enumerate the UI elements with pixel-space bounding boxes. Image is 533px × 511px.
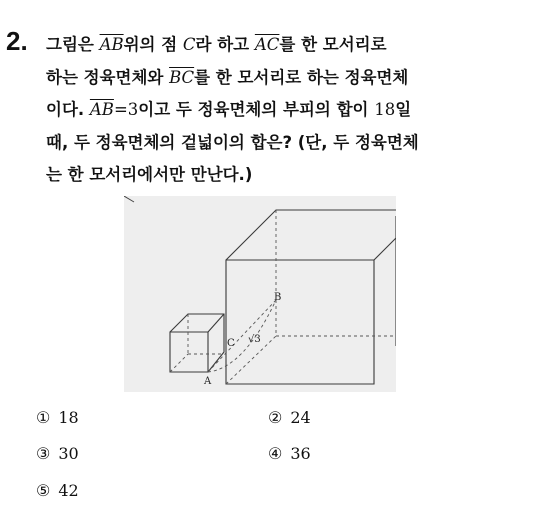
choice-2-value: 24 [290, 408, 311, 427]
choice-4-mark: ④ [268, 444, 283, 463]
choice-2-mark: ② [268, 408, 283, 427]
segment-AB-line [208, 300, 276, 372]
choice-1-mark: ① [36, 408, 51, 427]
cube-diagram [124, 196, 396, 392]
label-C: C [227, 338, 235, 349]
text-segment: 이고 두 정육면체의 부피의 합이 [138, 100, 375, 119]
label-sqrt3: √3 [248, 334, 261, 345]
text-segment: 를 한 모서리로 하는 정육면체 [194, 67, 409, 87]
point-C: C [182, 35, 196, 54]
text-segment: 하는 정육면체와 [46, 67, 170, 87]
segment-AC: $\overline{AC}$ [254, 35, 280, 54]
segment-BC: $\overline{BC}$ [169, 67, 195, 87]
question-text [46, 29, 516, 192]
text-segment: 를 한 모서리로 [279, 35, 387, 54]
choice-5[interactable] [36, 481, 79, 500]
question-line-4: 때, 두 정육면체의 겉넓이의 합은? (단, 두 정육면체 [46, 132, 419, 152]
choice-2[interactable] [268, 408, 311, 427]
question-line-1 [46, 29, 516, 62]
text-segment: 이다. [46, 100, 90, 119]
choice-3[interactable] [36, 444, 79, 463]
question-line-5: 는 한 모서리에서만 만난다.) [46, 165, 253, 184]
segment-AB-length: $\overline{AB}$ [89, 100, 114, 119]
text-segment: 그림은 [46, 35, 100, 54]
question-line-3 [46, 94, 516, 127]
choice-3-mark: ③ [36, 444, 51, 463]
volume-sum: 18 [374, 100, 396, 119]
large-cube-top-edges [226, 210, 396, 260]
text-segment: 위의 점 [123, 35, 183, 54]
question-number: 2. [6, 26, 28, 56]
label-B: B [274, 292, 282, 303]
segment-AB: $\overline{AB}$ [99, 35, 124, 54]
question-line-2 [46, 62, 516, 95]
choice-1-value: 18 [58, 408, 79, 427]
text-segment: 일 [395, 100, 412, 119]
large-cube-front-face [226, 260, 374, 384]
choice-4[interactable] [268, 444, 311, 463]
cube-figure [124, 196, 396, 392]
choice-3-value: 30 [58, 444, 79, 463]
choice-4-value: 36 [290, 444, 311, 463]
choice-1[interactable] [36, 408, 79, 427]
large-cube-top-right-edge [374, 238, 396, 260]
small-cube-hidden-edge-d [170, 354, 188, 372]
corner-mark [124, 196, 134, 202]
text-segment: 라 하고 [195, 35, 255, 54]
equation-value: =3 [113, 100, 139, 119]
small-cube-top-edge [208, 314, 224, 332]
choice-5-mark: ⑤ [36, 481, 51, 500]
choice-5-value: 42 [58, 481, 79, 500]
label-A: A [204, 376, 212, 387]
